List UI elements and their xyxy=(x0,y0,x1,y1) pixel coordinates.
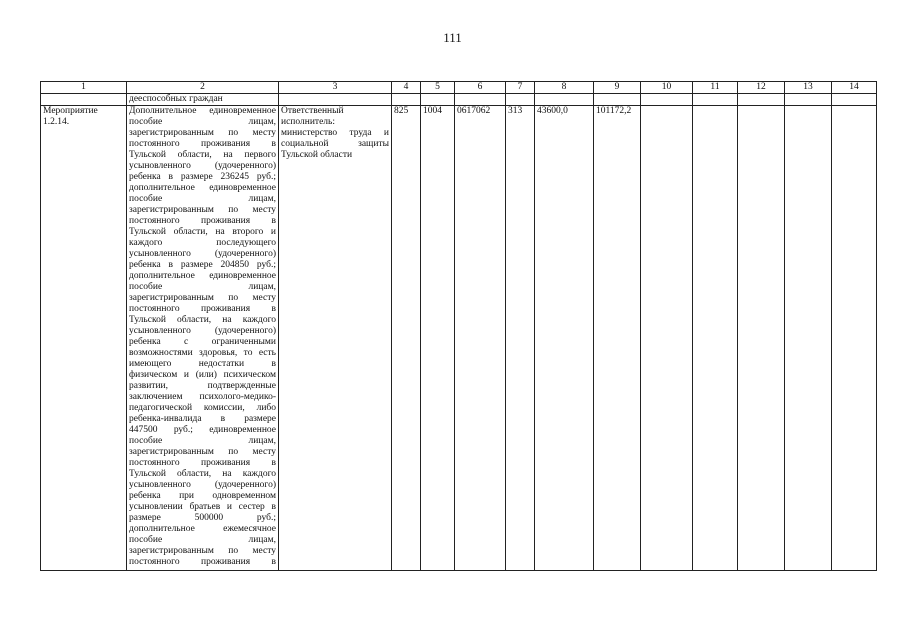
text-line: Тульской области, на каждого xyxy=(129,469,276,479)
text-line: дополнительное единовременное xyxy=(129,271,276,281)
col9-cell: 101172,2 xyxy=(594,106,641,571)
col4-cell: 825 xyxy=(392,106,421,571)
text-line: зарегистрированным по месту xyxy=(129,128,276,138)
description-lines xyxy=(129,106,276,568)
executor-cell xyxy=(279,106,392,571)
header-cell: 6 xyxy=(455,82,506,94)
header-cell: 12 xyxy=(738,82,785,94)
text-line: постоянного проживания в xyxy=(129,458,276,468)
col12-cell xyxy=(738,106,785,571)
col7-cell: 313 xyxy=(506,106,535,571)
text-line: постоянного проживания в xyxy=(129,216,276,226)
description-cell xyxy=(127,106,279,571)
text-line: зарегистрированным по месту xyxy=(129,447,276,457)
header-cell: 13 xyxy=(785,82,832,94)
text-line: пособие лицам, xyxy=(129,535,276,545)
text-line: каждого последующего xyxy=(129,238,276,248)
text-line: ребенка в размере 236245 руб.; xyxy=(129,172,276,182)
text-line: заключением психолого-медико- xyxy=(129,392,276,402)
col5-cell: 1004 xyxy=(421,106,455,571)
text-line: размере 500000 руб.; xyxy=(129,513,276,523)
measure-number: 1.2.14. xyxy=(43,117,70,127)
header-cell: 3 xyxy=(279,82,392,94)
text-line: имеющего недостатки в xyxy=(129,359,276,369)
text-line: зарегистрированным по месту xyxy=(129,205,276,215)
text-line: усыновленного (удочеренного) xyxy=(129,161,276,171)
text-line: 447500 руб.; единовременное xyxy=(129,425,276,435)
text-line: социальной защиты xyxy=(281,139,389,149)
header-cell: 11 xyxy=(693,82,738,94)
header-cell: 1 xyxy=(41,82,127,94)
header-cell: 14 xyxy=(832,82,877,94)
text-line: министерство труда и xyxy=(281,128,389,138)
text-line: пособие лицам, xyxy=(129,436,276,446)
text-line: педагогической комиссии, либо xyxy=(129,403,276,413)
header-cell: 9 xyxy=(594,82,641,94)
col14-cell xyxy=(832,106,877,571)
text-line: ребенка при одновременном xyxy=(129,491,276,501)
text-line: Тульской области xyxy=(281,150,353,160)
header-cell: 5 xyxy=(421,82,455,94)
text-line: усыновлении братьев и сестер в xyxy=(129,502,276,512)
text-line: возможностями здоровья, то есть xyxy=(129,348,276,358)
text-line: постоянного проживания в xyxy=(129,304,276,314)
header-row xyxy=(41,82,877,94)
text-line: пособие лицам, xyxy=(129,282,276,292)
measure-cell xyxy=(41,106,127,571)
header-cell: 8 xyxy=(535,82,594,94)
measure-label: Мероприятие xyxy=(43,106,98,116)
text-line: постоянного проживания в xyxy=(129,557,276,567)
text-line: усыновленного (удочеренного) xyxy=(129,326,276,336)
budget-table xyxy=(40,81,877,571)
table-row xyxy=(41,106,877,571)
text-line: дополнительное ежемесячное xyxy=(129,524,276,534)
text-line: Дополнительное единовременное xyxy=(129,106,276,116)
text-line: ребенка с ограниченными xyxy=(129,337,276,347)
text-line: постоянного проживания в xyxy=(129,139,276,149)
text-line: ребенка-инвалида в размере xyxy=(129,414,276,424)
text-line: Тульской области, на первого xyxy=(129,150,276,160)
text-line: пособие лицам, xyxy=(129,117,276,127)
text-line: пособие лицам, xyxy=(129,194,276,204)
continuation-text: дееспособных граждан xyxy=(127,94,279,106)
text-line: дополнительное единовременное xyxy=(129,183,276,193)
col8-cell: 43600,0 xyxy=(535,106,594,571)
header-cell: 7 xyxy=(506,82,535,94)
col6-cell: 0617062 xyxy=(455,106,506,571)
page-number: 111 xyxy=(443,30,462,45)
text-line: физическом и (или) психическом xyxy=(129,370,276,380)
text-line: усыновленного (удочеренного) xyxy=(129,480,276,490)
text-line: Тульской области, на второго и xyxy=(129,227,276,237)
text-line: исполнитель: xyxy=(281,117,335,127)
col10-cell xyxy=(641,106,693,571)
text-line: ребенка в размере 204850 руб.; xyxy=(129,260,276,270)
col11-cell xyxy=(693,106,738,571)
text-line: развитии, подтвержденные xyxy=(129,381,276,391)
text-line: зарегистрированным по месту xyxy=(129,293,276,303)
header-cell: 2 xyxy=(127,82,279,94)
text-line: зарегистрированным по месту xyxy=(129,546,276,556)
executor-lines xyxy=(281,106,389,161)
header-cell: 4 xyxy=(392,82,421,94)
text-line: усыновленного (удочеренного) xyxy=(129,249,276,259)
text-line: Ответственный xyxy=(281,106,344,116)
continuation-row xyxy=(41,94,877,106)
col13-cell xyxy=(785,106,832,571)
text-line: Тульской области, на каждого xyxy=(129,315,276,325)
header-cell: 10 xyxy=(641,82,693,94)
